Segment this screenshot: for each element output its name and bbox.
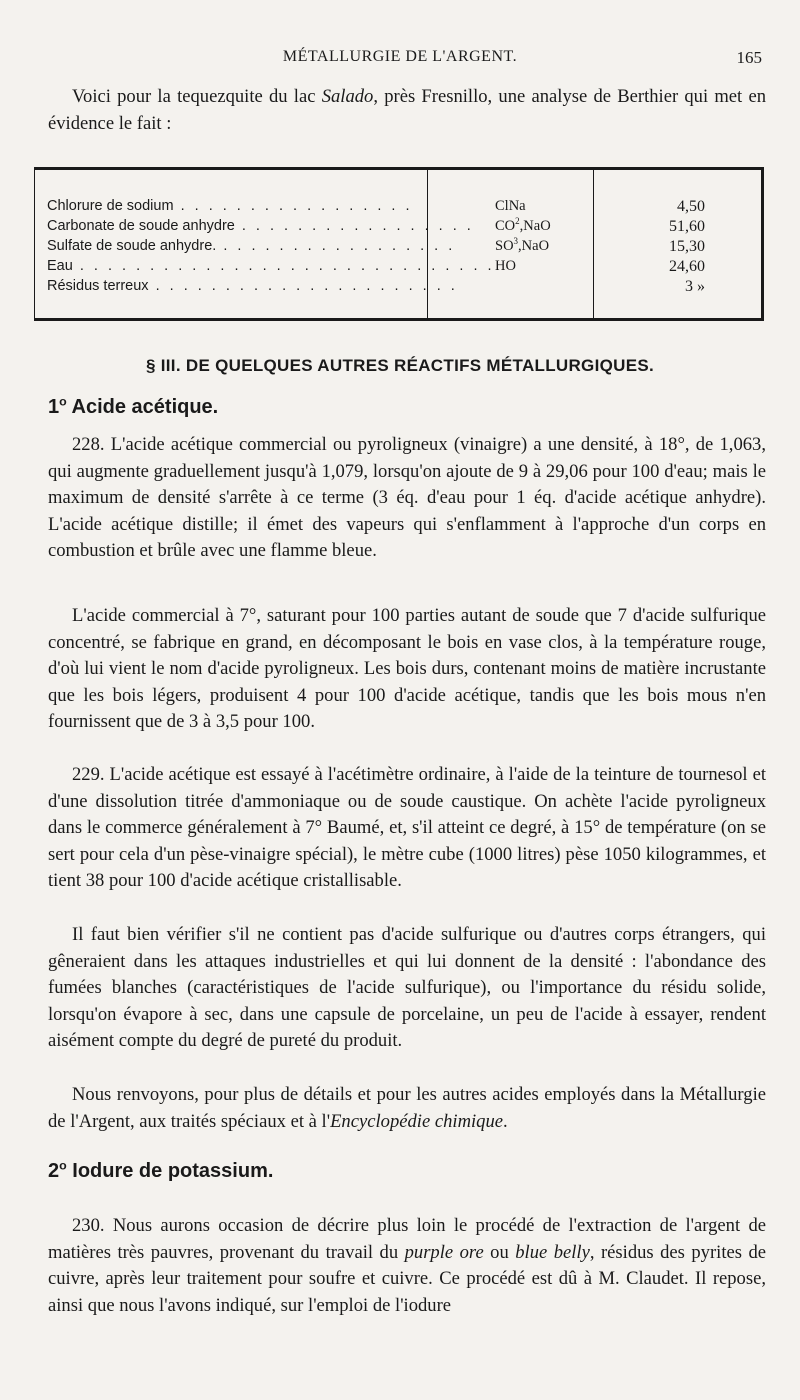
table-row: [35, 198, 761, 218]
page-number: 165: [736, 48, 762, 67]
analysis-table: [34, 167, 764, 321]
running-header: [0, 46, 800, 72]
table-row: [35, 278, 761, 298]
term-purple-ore: purple ore: [404, 1241, 484, 1263]
section-title: § III. DE QUELQUES AUTRES RÉACTIFS MÉTALLURGIQUES.: [145, 356, 655, 375]
table-row: [35, 238, 761, 258]
formula-cell: ClNa: [495, 198, 526, 214]
lake-name: Salado: [321, 86, 374, 107]
formula-cell: HO: [495, 258, 516, 274]
encyclopedia-title: Encyclopédie chimique: [330, 1110, 504, 1132]
substance-cell: Carbonate de soude anhydre . . . . . . . . . . . . . . . . .: [47, 218, 474, 234]
substance-cell: Sulfate de soude anhydre. . . . . . . . . . . . . . . . . .: [47, 238, 456, 254]
table-row: [35, 258, 761, 278]
intro-text-after: , près Fresnillo, une analyse de Berthier qui met en évidence le fait :: [48, 86, 766, 134]
substance-cell: Chlorure de sodium . . . . . . . . . . . . . . . . .: [47, 198, 413, 214]
paragraph-commercial-acid: L'acide commercial à 7°, saturant pour 100 parties autant de soude que 7 d'acide sulfurique concentré, se fabrique en grand, en décomposant le bois en vase clos, à la température rouge, d'où lui vient le nom d'acide pyroligneux. Les bois durs, contenant moins de matière incrustante que les bois légers, produisent 4 pour 100 d'acide acétique, tandis que les bois mous n'en fournissent que de 3 à 3,5 pour 100.: [48, 605, 766, 732]
intro-text-before: Voici pour la tequezquite du lac: [72, 86, 322, 107]
paragraph-verification: Il faut bien vérifier s'il ne contient pas d'acide sulfurique ou d'autres corps étrangers, qui gêneraient dans les attaques industrielles et qui lui donnent de la densité : l'abondance des fumées blanches (caractéristiques de l'acide sulfurique), ou l'importance du résidu solide, lorsqu'on évapore à sec, dans une capsule de porcelaine, un peu de l'acide à essayer, rendent aisément compte du degré de pureté du produit.: [48, 924, 766, 1051]
table-row: [35, 218, 761, 238]
paragraph-229: 229. L'acide acétique est essayé à l'acétimètre ordinaire, à l'aide de la teinture de tournesol et d'une dissolution titrée d'ammoniaque ou de soude caustique. On achète l'acide pyroligneux dans le commerce généralement à 7° Baumé, et, s'il atteint ce degré, à 15° de température (on se sert pour cela d'un pèse-vinaigre spécial), le mètre cube (1000 litres) pèse 1050 kilogrammes, et tient 38 pour 100 d'acide acétique cristallisable.: [48, 764, 766, 891]
amount-cell: 3 »: [685, 278, 705, 295]
amount-cell: 24,60: [669, 258, 705, 275]
amount-cell: 4,50: [677, 198, 705, 215]
running-title: MÉTALLURGIE DE L'ARGENT.: [282, 48, 518, 65]
paragraph-references: Nous renvoyons, pour plus de détails et pour les autres acides employés dans la Métallurgie de l'Argent, aux traités spéciaux et à l'Encyclopédie chimique.: [48, 1084, 766, 1132]
term-blue-belly: blue belly: [515, 1241, 590, 1263]
paragraph-230: 230. Nous aurons occasion de décrire plus loin le procédé de l'extraction de l'argent de matières très pauvres, provenant du travail du purple ore ou blue belly, résidus des pyrites de cuivre, après leur traitement pour soufre et cuivre. Ce procédé est dû à M. Claudet. Il repose, ainsi que nous l'avons indiqué, sur l'emploi de l'iodure: [48, 1215, 766, 1316]
intro-paragraph: [48, 84, 766, 137]
subsection-heading-potassium-iodide: 2$^o$ Iodure de potassium.: [48, 1158, 274, 1182]
substance-cell: Eau . . . . . . . . . . . . . . . . . . . . . . . . . . . . . .: [47, 258, 495, 274]
formula-cell: $SO^3,NaO$: [495, 236, 550, 254]
subsection-heading-acetic-acid: 1$^o$ Acide acétique.: [48, 394, 219, 418]
formula-cell: $CO^2,NaO$: [495, 216, 551, 234]
paragraph-228: 228. L'acide acétique commercial ou pyroligneux (vinaigre) a une densité, à 18°, de 1,063, qui augmente graduellement jusqu'à 1,079, lorsqu'on ajoute de 9 à 29,06 pour 100 d'eau; mais le maximum de densité s'arrête à ce terme (3 éq. d'eau pour 1 éq. d'acide acétique anhydre). L'acide acétique distille; il émet des vapeurs qui s'enflamment à l'approche d'un corps en combustion et brûle avec une flamme bleue.: [48, 434, 766, 561]
substance-cell: Résidus terreux . . . . . . . . . . . . . . . . . . . . . .: [47, 278, 458, 294]
amount-cell: 51,60: [669, 218, 705, 235]
amount-cell: 15,30: [669, 238, 705, 255]
